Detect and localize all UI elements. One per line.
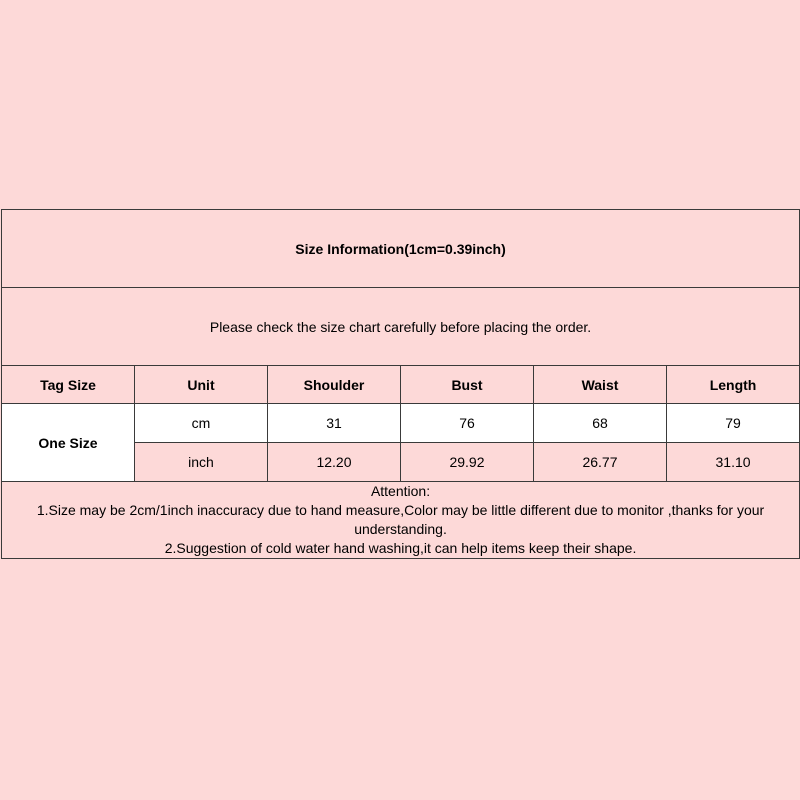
notice-row — [2, 288, 800, 366]
unit-cell-cm: cm — [135, 404, 268, 443]
unit-cell-inch: inch — [135, 443, 268, 482]
header-waist: Waist — [534, 366, 667, 404]
waist-inch: 26.77 — [534, 443, 667, 482]
attention-heading: Attention: — [370, 483, 431, 499]
attention-line-2: 2.Suggestion of cold water hand washing,it can help items keep their shape. — [164, 540, 637, 556]
length-cm: 79 — [667, 404, 800, 443]
shoulder-cm: 31 — [268, 404, 401, 443]
bust-inch: 29.92 — [401, 443, 534, 482]
attention-row — [2, 482, 800, 559]
length-inch: 31.10 — [667, 443, 800, 482]
size-notice: Please check the size chart carefully before placing the order. — [2, 288, 800, 366]
header-bust: Bust — [401, 366, 534, 404]
size-info-title: Size Information(1cm=0.39inch) — [2, 210, 800, 288]
bust-cm: 76 — [401, 404, 534, 443]
header-length: Length — [667, 366, 800, 404]
header-tag-size: Tag Size — [2, 366, 135, 404]
tag-size-cell: One Size — [2, 404, 135, 482]
header-row — [2, 366, 800, 404]
header-shoulder: Shoulder — [268, 366, 401, 404]
table-row-cm — [2, 404, 800, 443]
attention-notes — [2, 482, 800, 559]
header-unit: Unit — [135, 366, 268, 404]
shoulder-inch: 12.20 — [268, 443, 401, 482]
size-chart-table — [1, 209, 800, 559]
title-row — [2, 210, 800, 288]
waist-cm: 68 — [534, 404, 667, 443]
attention-line-1: 1.Size may be 2cm/1inch inaccuracy due to hand measure,Color may be little different due to monitor ,thanks for your understanding. — [36, 502, 765, 537]
